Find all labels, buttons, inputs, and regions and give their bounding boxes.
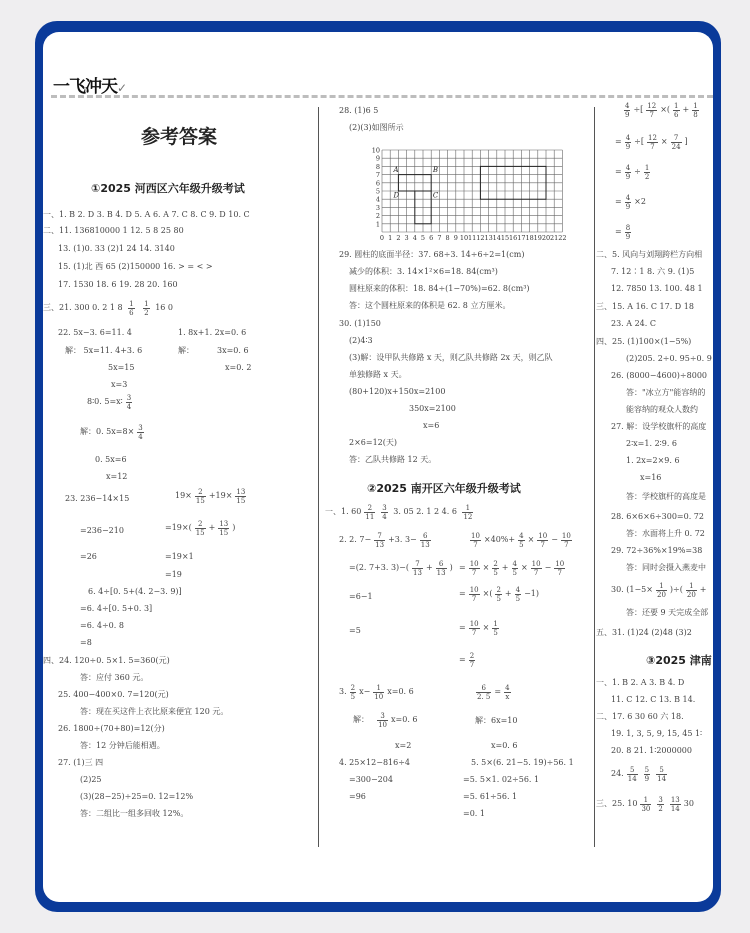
- answer-line: =8: [80, 638, 92, 647]
- answer-line: =6. 4÷[0. 5+0. 3]: [80, 604, 153, 613]
- section-heading: ②2025 南开区六年级升级考试: [367, 482, 521, 495]
- answer-line: $\frac{10}{7}$ ×40%+ $\frac{4}{5}$ × $\frac{10}{7}$ − $\frac{10}{7}$: [471, 531, 571, 549]
- answer-line: =300−204: [349, 775, 393, 784]
- answer-line: =6−1: [349, 592, 373, 601]
- x-tick-label: 6: [429, 234, 434, 242]
- answer-line: 13. (1)0. 33 (2)1 24 14. 3140: [58, 244, 175, 253]
- answer-line: 24. $\frac{5}{14}$ $\frac{5}{9}$ $\frac{5}{14}$: [611, 765, 667, 783]
- answer-line: 2∶x=1. 2∶9. 6: [626, 439, 677, 448]
- answer-line: 23. 236−14×15: [65, 494, 130, 503]
- x-tick-label: 17: [517, 234, 526, 242]
- y-tick-label: 2: [375, 212, 380, 221]
- answer-line: 27. 解：设学校旗杆的高度: [611, 422, 707, 431]
- answer-line: 28. 6×6×6÷300=0. 72: [611, 512, 704, 521]
- answer-line: 一、1. B 2. A 3. B 4. D: [596, 678, 685, 687]
- x-tick-label: 11: [468, 234, 477, 242]
- x-tick-label: 1: [388, 234, 393, 242]
- answer-line: 29. 圆柱的底面半径：37. 68÷3. 14÷6÷2=1(cm): [339, 250, 525, 259]
- answer-line: 27. (1)三 四: [58, 758, 104, 767]
- answer-line: 解： $\frac{3}{10}$ x=0. 6: [353, 711, 418, 729]
- answer-line: 答：12 分钟后能相遇。: [80, 741, 165, 750]
- x-tick-label: 5: [420, 234, 426, 242]
- y-tick-label: 7: [375, 171, 380, 180]
- answer-line: 3. $\frac{2}{5}$ x− $\frac{1}{10}$ x=0. 6: [339, 683, 414, 701]
- answer-line: 8∶0. 5=x∶ $\frac{3}{4}$: [87, 393, 132, 411]
- point-label: B: [432, 166, 438, 175]
- answer-line: 25. 400−400×0. 7=120(元): [58, 690, 169, 699]
- x-tick-label: 0: [379, 234, 385, 242]
- answer-line: =96: [349, 792, 366, 801]
- x-tick-label: 8: [445, 234, 450, 242]
- x-tick-label: 10: [459, 234, 469, 242]
- answer-line: (2)205. 2÷0. 95÷0. 9: [626, 354, 712, 363]
- answer-line: 2×6=12(天): [349, 438, 398, 447]
- answer-line: =5: [349, 626, 361, 635]
- answer-line: (80+120)x+150x=2100: [349, 387, 446, 396]
- point-label: C: [432, 191, 439, 200]
- answer-line: 圆柱原来的体积：18. 84÷(1−70%)=62. 8(cm³): [349, 284, 530, 293]
- answer-line: x=6: [423, 421, 440, 430]
- brand-logo: 一飞冲天✓: [53, 77, 127, 97]
- answer-line: 12. 7850 13. 100. 48 1: [611, 284, 703, 293]
- answer-line: =6. 4÷0. 8: [80, 621, 124, 630]
- answer-line: = $\frac{4}{9}$ ÷ $\frac{1}{2}$: [615, 163, 650, 181]
- point-label: A: [393, 166, 399, 175]
- answer-line: 一、1. B 2. D 3. B 4. D 5. A 6. A 7. C 8. C 9. D 10. C: [43, 210, 250, 219]
- answer-line: $\frac{6}{2. 5}$ = $\frac{4}{x}$: [477, 683, 510, 701]
- answer-line: x=12: [106, 472, 128, 481]
- answer-line: 350x=2100: [409, 404, 456, 413]
- answer-line: 单独修路 x 天。: [349, 370, 407, 379]
- answer-line: x=3: [111, 380, 128, 389]
- answer-line: x=0. 2: [225, 363, 252, 372]
- answer-line: 答：水面将上升 0. 72: [626, 529, 705, 538]
- answer-line: 五、31. (1)24 (2)48 (3)2: [596, 628, 692, 637]
- answer-line: 解： 5x=11. 4+3. 6: [65, 346, 143, 355]
- answer-line: = $\frac{2}{7}$: [459, 651, 475, 669]
- answer-line: 答：应付 360 元。: [80, 673, 149, 682]
- answer-line: 28. (1)6 5: [339, 106, 379, 115]
- answer-line: 四、25. (1)100×(1−5%): [596, 337, 692, 346]
- section-heading: ①2025 河西区六年级升级考试: [91, 182, 245, 195]
- answer-line: 22. 5x−3. 6=11. 4: [58, 328, 132, 337]
- answer-line: = $\frac{8}{9}$: [615, 223, 631, 241]
- answer-line: 一、1. 60 $\frac{2}{11}$ $\frac{3}{4}$ 3. 05 2. 1 2 4. 6 $\frac{1}{12}$: [325, 503, 473, 521]
- answer-line: = $\frac{10}{7}$ ×( $\frac{2}{5}$ + $\frac{4}{5}$ −1): [459, 585, 540, 603]
- answer-line: 三、21. 300 0. 2 1 8 $\frac{1}{6}$ $\frac{1}{2}$ 16 0: [43, 299, 173, 317]
- x-tick-label: 22: [558, 234, 567, 242]
- answer-line: 5. 5×(6. 21−5. 19)÷56. 1: [471, 758, 574, 767]
- answer-line: 答：还要 9 天完成全部: [626, 608, 709, 617]
- answer-line: $\frac{4}{9}$ ÷[ $\frac{12}{7}$ ×( $\frac{1}{6}$ + $\frac{1}{8}$: [625, 101, 698, 119]
- answer-line: =19: [165, 570, 182, 579]
- column-divider: [594, 107, 595, 847]
- answer-line: = $\frac{10}{7}$ × $\frac{2}{5}$ + $\frac{4}{5}$ × $\frac{10}{7}$ − $\frac{10}{7}$: [459, 559, 565, 577]
- answer-line: 能容纳的观众人数约: [626, 405, 698, 414]
- answer-line: 解：: [178, 346, 194, 355]
- answer-line: (3)解：设甲队共修路 x 天，则乙队共修路 2x 天，则乙队: [349, 353, 553, 362]
- answer-line: 二、17. 6 30 60 六 18.: [596, 712, 684, 721]
- x-tick-label: 12: [476, 234, 485, 242]
- x-tick-label: 18: [525, 234, 534, 242]
- answer-line: x=16: [640, 473, 662, 482]
- answer-line: 20. 8 21. 1∶2000000: [611, 746, 692, 755]
- answer-line: 二、5. 风向与刘翔跨栏方向相: [596, 250, 703, 259]
- answer-line: 0. 5x=6: [95, 455, 127, 464]
- y-tick-label: 5: [375, 187, 380, 196]
- answer-line: 23. A 24. C: [611, 319, 656, 328]
- x-tick-label: 4: [412, 234, 417, 242]
- answer-line: 30. (1)150: [339, 319, 381, 328]
- answer-line: 2. 2. 7− $\frac{7}{13}$ +3. 3− $\frac{6}{13}$: [339, 531, 430, 549]
- answer-line: 解：0. 5x=8× $\frac{3}{4}$: [80, 423, 143, 441]
- coordinate-grid: [368, 140, 568, 244]
- answer-line: =0. 1: [463, 809, 485, 818]
- answer-line: = $\frac{10}{7}$ × $\frac{1}{5}$: [459, 619, 498, 637]
- page-title: 参考答案: [141, 126, 218, 148]
- answer-line: 15. (1)北 西 65 (2)150000 16. > = < >: [58, 262, 213, 271]
- answer-line: =5. 5×1. 02÷56. 1: [463, 775, 540, 784]
- answer-line: 答：乙队共修路 12 天。: [349, 455, 437, 464]
- answer-line: (2)25: [80, 775, 102, 784]
- answer-line: =19×( $\frac{2}{15}$ + $\frac{13}{15}$ ): [165, 519, 236, 537]
- answer-line: 26. 1800÷(70+80)=12(分): [58, 724, 165, 733]
- header-divider: [51, 95, 713, 98]
- answer-line: 30. (1−5× $\frac{1}{20}$ )÷( $\frac{1}{20}$ +: [611, 581, 707, 599]
- x-tick-label: 14: [492, 234, 501, 242]
- answer-line: =236−210: [80, 526, 124, 535]
- y-tick-label: 6: [375, 179, 380, 188]
- answer-line: 4. 25×12−816÷4: [339, 758, 411, 767]
- y-tick-label: 4: [375, 195, 380, 204]
- answer-line: 11. C 12. C 13. B 14.: [611, 695, 696, 704]
- x-tick-label: 7: [437, 234, 442, 242]
- answer-line: 5x=15: [108, 363, 135, 372]
- check-icon: ✓: [117, 81, 127, 95]
- x-tick-label: 2: [396, 234, 401, 242]
- answer-line: 答：同时会摄入燕麦中: [626, 563, 706, 572]
- answer-line: = $\frac{4}{9}$ ÷[ $\frac{12}{7}$ × $\frac{7}{24}$ ]: [615, 133, 688, 151]
- answer-line: =26: [80, 552, 97, 561]
- y-tick-label: 3: [375, 203, 380, 212]
- answer-line: 解：6x=10: [475, 716, 518, 725]
- answer-line: 1. 2x=2×9. 6: [626, 456, 680, 465]
- answer-line: =(2. 7+3. 3)−( $\frac{7}{13}$ + $\frac{6}{13}$ ): [349, 559, 453, 577]
- answer-line: 二、11. 136810000 1 12. 5 8 25 80: [43, 226, 184, 235]
- answer-line: 答："冰立方"能容纳的: [626, 388, 706, 397]
- answer-line: 7. 12∶1 8. 六 9. (1)5: [611, 267, 695, 276]
- answer-line: 答：这个圆柱原来的体积是 62. 8 立方厘米。: [349, 301, 511, 310]
- answer-line: 17. 1530 18. 6 19. 28 20. 160: [58, 280, 178, 289]
- answer-line: (2)4∶3: [349, 336, 373, 345]
- x-tick-label: 13: [484, 234, 493, 242]
- answer-line: =5. 61÷56. 1: [463, 792, 518, 801]
- x-tick-label: 16: [509, 234, 518, 242]
- section-heading: ③2025 津南: [646, 654, 712, 667]
- answer-line: 29. 72÷36%×19%=38: [611, 546, 703, 555]
- answer-line: 答：现在买这件上衣比原来便宜 120 元。: [80, 707, 229, 716]
- x-tick-label: 15: [500, 234, 510, 242]
- answer-line: 6. 4÷[0. 5+(4. 2−3. 9)]: [88, 587, 182, 596]
- answer-line: 答：二组比一组多回收 12%。: [80, 809, 189, 818]
- answer-page: [43, 32, 713, 902]
- answer-line: x=0. 6: [491, 741, 518, 750]
- answer-line: 19× $\frac{2}{15}$ +19× $\frac{13}{15}$: [175, 487, 246, 505]
- x-tick-label: 21: [550, 234, 559, 242]
- point-label: D: [393, 191, 400, 200]
- answer-line: (2)(3)如图所示: [349, 123, 404, 132]
- x-tick-label: 19: [533, 234, 542, 242]
- column-divider: [318, 107, 319, 847]
- answer-line: 26. (8000−4600)÷8000: [611, 371, 707, 380]
- answer-line: (3)(28−25)÷25=0. 12=12%: [80, 792, 194, 801]
- answer-line: 1. 8x+1. 2x=0. 6: [178, 328, 247, 337]
- y-tick-label: 8: [375, 162, 380, 171]
- y-tick-label: 10: [371, 146, 380, 155]
- answer-line: 答：学校旗杆的高度是: [626, 492, 706, 501]
- answer-line: =19×1: [165, 552, 194, 561]
- answer-line: = $\frac{4}{9}$ ×2: [615, 193, 646, 211]
- answer-line: x=2: [395, 741, 412, 750]
- answer-line: 19. 1, 3, 5, 9, 15, 45 1∶: [611, 729, 703, 738]
- answer-line: 三、25. 10 $\frac{1}{30}$ $\frac{3}{2}$ $\frac{13}{14}$ 30: [596, 795, 694, 813]
- x-tick-label: 9: [453, 234, 458, 242]
- x-tick-label: 3: [404, 234, 409, 242]
- y-tick-label: 9: [375, 154, 380, 163]
- answer-line: 四、24. 120÷0. 5×1. 5=360(元): [43, 656, 170, 665]
- answer-line: 三、15. A 16. C 17. D 18: [596, 302, 694, 311]
- answer-line: 减少的体积：3. 14×1²×6=18. 84(cm³): [349, 267, 498, 276]
- x-tick-label: 20: [541, 234, 551, 242]
- answer-line: 3x=0. 6: [217, 346, 249, 355]
- y-tick-label: 1: [375, 220, 380, 229]
